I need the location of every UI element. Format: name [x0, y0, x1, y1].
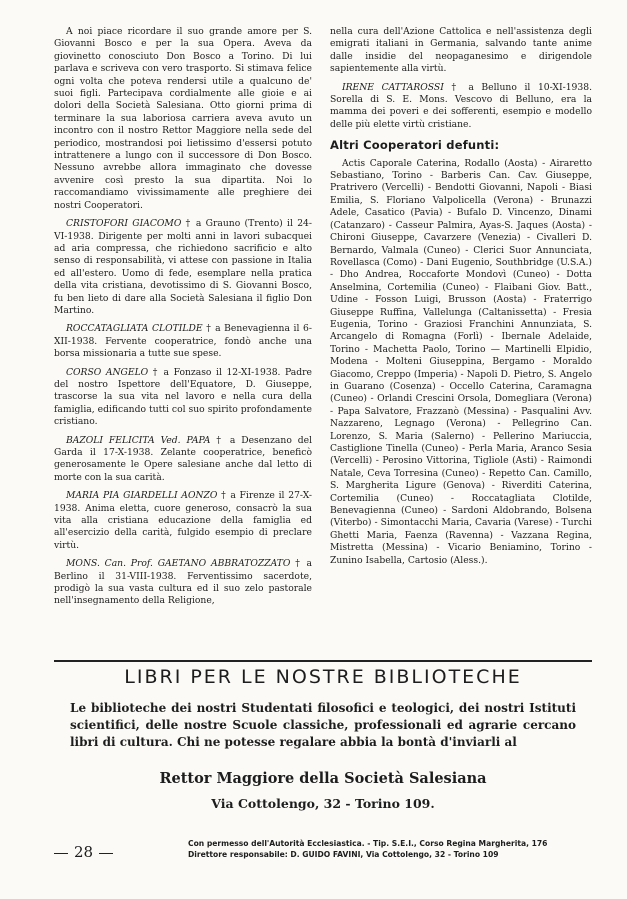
page-number-text: 28: [74, 843, 94, 861]
obituary-name: MONS. Can. Prof. GAETANO ABBRATOZZATO: [66, 558, 291, 570]
obituary-entry: [330, 82, 592, 132]
dash-left: [54, 853, 68, 854]
section-heading: Altri Cooperatori defunti:: [330, 138, 500, 153]
promo-recipient: Rettor Maggiore della Società Salesiana: [159, 770, 487, 787]
obituary-entry: [54, 218, 312, 317]
obituary-name: CRISTOFORI GIACOMO: [66, 218, 182, 230]
promo-body: Le biblioteche dei nostri Studentati filosofici e teologici, dei nostri Istituti scientifici, delle nostre Scuole classiche, professionali ed agrarie cercano libri di cultura. Chi ne potesse regalare abbia la bontà d'inviarli al: [70, 701, 576, 749]
deceased-list: Actis Caporale Caterina, Rodallo (Aosta) - Airaretto Sebastiano, Torino - Barberis Can. Cav. Giuseppe, Pratrivero (Vercelli) - Bendotti Giovanni, Napoli - Biasi Emilia, S. Floriano Valpolicella (Verona) - Brunazzi Adele, Casatico (Pavia) - Bufalo D. Vincenzo, Dinami (Catanzaro) - Casseur Palmira, Ayas-S. Jaques (Aosta) - Chironi Giuseppe, Cavarzere (Venezia) - Civalleri D. Bernardo, Valmala (Cuneo) - Clerici Suor Annunciata, Rovellasca (Como) - Dani Eugenio, Southbridge (U.S.A.) - Dho Andrea, Roccaforte Mondovì (Cuneo) - Dotta Anselmina, Cortemilia (Cuneo) - Flaibani Giov. Batt., Udine - Fosson Luigi, Brusson (Aosta) - Fraterrigo Giuseppe Ruffina, Vallelunga (Caltanissetta) - Fresia Eugenia, Torino - Graziosi Franchini Annunziata, S. Arcangelo di Romagna (Forlì) - Ibernale Adelaide, Torino - Machetta Paolo, Torino — Martinelli Elpidio, Modena - Molteni Giuseppina, Bergamo - Moraldo Giacomo, Creppo (Imperia) - Napoli D. Pietro, S. Angelo in Guarano (Cosenza) - Occello Caterina, Caramagna (Cuneo) - Orlandi Crescini Orsola, Domegliara (Verona) - Papa Salvatore, Frazzanò (Messina) - Pasqualini Avv. Nazzareno, Legnago (Verona) - Pellegrino Can. Lorenzo, S. Maria (Salerno) - Pellerino Mariuccia, Castiglione Tinella (Cuneo) - Perla Maria, Aranco Sesia (Vercelli) - Perosino Vittorina, Tigliole (Asti) - Raimondi Natale, Ceva Torresina (Cuneo) - Repetto Can. Camillo, S. Margherita Ligure (Genova) - Riverditi Caterina, Cortemilia (Cuneo) - Roccatagliata Clotilde, Benevagienna (Cuneo) - Sardoni Aldobrando, Bolsena (Viterbo) - Simontacchi Maria, Cavaria (Varese) - Turchi Ghetti Maria, Faenza (Ravenna) - Vazzana Regina, Mistretta (Messina) - Vicario Beniamino, Torino - Zunino Isabella, Cartosio (Aless.).: [330, 157, 592, 566]
left-column: [54, 26, 312, 614]
obituary-entry: [54, 367, 312, 429]
obituary-entry: [54, 490, 312, 552]
imprint-line-2: Direttore responsabile: D. GUIDO FAVINI, Via Cottolengo, 32 - Torino 109: [188, 850, 499, 859]
obituary-name: MARIA PIA GIARDELLI AONZO: [66, 490, 218, 502]
obituary-name: IRENE CATTAROSSI: [342, 81, 444, 93]
obituary-text: † a Berlino il 31-VIII-1938. Ferventissimo sacerdote, prodigò la sua vasta cultura ed il suo zelo pastorale nell'insegnamento della Religione,: [54, 558, 312, 607]
continued-paragraph: nella cura dell'Azione Cattolica e nell'assistenza degli emigrati italiani in Germania, salvando tante anime dalle insidie del neopaganesimo e dirigendole sapientemente alla virtù.: [330, 26, 592, 75]
promo-address: Via Cottolengo, 32 - Torino 109.: [211, 796, 435, 811]
obituary-entry: [54, 435, 312, 485]
divider-rule: [54, 660, 592, 662]
promo-title: LIBRI PER LE NOSTRE BIBLIOTECHE: [124, 666, 522, 688]
obituary-name: ROCCATAGLIATA CLOTILDE: [66, 323, 203, 335]
dash-right: [99, 853, 113, 854]
obituary-text: † a Firenze il 27-X-1938. Anima eletta, cuore generoso, consacrò la sua vita alla cristiana educazione della famiglia ed all'esercizio della carità, fulgido esempio di preclare virtù.: [54, 490, 313, 551]
obituary-text: † a Grauno (Trento) il 24-VI-1938. Dirigente per molti anni in lavori subacquei ad aria compressa, che richiedono sacrificio e alto senso di responsabilità, vi attese con passione in Italia ed all'estero. Uomo di fede, esemplare nella pratica della vita cristiana, devotissimo di S. Giovanni Bosco, fu ben lieto di dare alla Società Salesiana il figlio Don Martino.: [54, 218, 312, 316]
obituary-text: † a Benevagienna il 6-XII-1938. Fervente cooperatrice, fondò anche una borsa missionaria a tutte sue spese.: [54, 323, 312, 360]
obituary-name: CORSO ANGELO: [66, 366, 149, 378]
intro-paragraph: A noi piace ricordare il suo grande amore per S. Giovanni Bosco e per la sua Opera. Aveva da giovinetto conosciuto Don Bosco a Torino. Di lui parlava e scriveva con vero trasporto. Si stimava felice ogni volta che poteva rendersi utile a qualcuno de' suoi figli. Partecipava cordialmente alle gioie e ai dolori della Società Salesiana. Otto giorni prima di terminare la sua laboriosa carriera aveva avuto un incontro con il nostro Rettor Maggiore nella sede del periodico, mostrandosi poi lietissimo d'essersi potuto intrattenere a lungo con il successore di Don Bosco. Nessuno avrebbe allora immaginato che dovesse avvenire così presto la sua dipartita. Noi lo raccomandiamo vivissimamente alle preghiere dei nostri Cooperatori.: [54, 26, 312, 211]
obituary-entry: [54, 323, 312, 360]
right-column: [330, 26, 592, 573]
obituary-text: † a Belluno il 10-XI-1938. Sorella di S. E. Mons. Vescovo di Belluno, era la mamma dei poveri e dei sofferenti, esempio e modello delle più elette virtù cristiane.: [330, 81, 592, 130]
obituary-text: † a Desenzano del Garda il 17-X-1938. Zelante cooperatrice, beneficò generosamente le Opere salesiane anche dal letto di morte con la sua carità.: [54, 434, 313, 483]
obituary-entry: [54, 558, 312, 608]
obituary-name: BAZOLI FELICITA Ved. PAPA: [66, 434, 211, 446]
page-number: [48, 843, 119, 861]
obituary-text: † a Fonzaso il 12-XI-1938. Padre del nostro Ispettore dell'Equatore, D. Giuseppe, trascorse la sua vita nel lavoro e nella cura della famiglia, edificando tutti col suo spirito profondamente cristiano.: [54, 366, 312, 428]
imprint-footer: [188, 838, 592, 860]
imprint-line-1: Con permesso dell'Autorità Ecclesiastica. - Tip. S.E.I., Corso Regina Margherita, 176: [188, 839, 548, 848]
